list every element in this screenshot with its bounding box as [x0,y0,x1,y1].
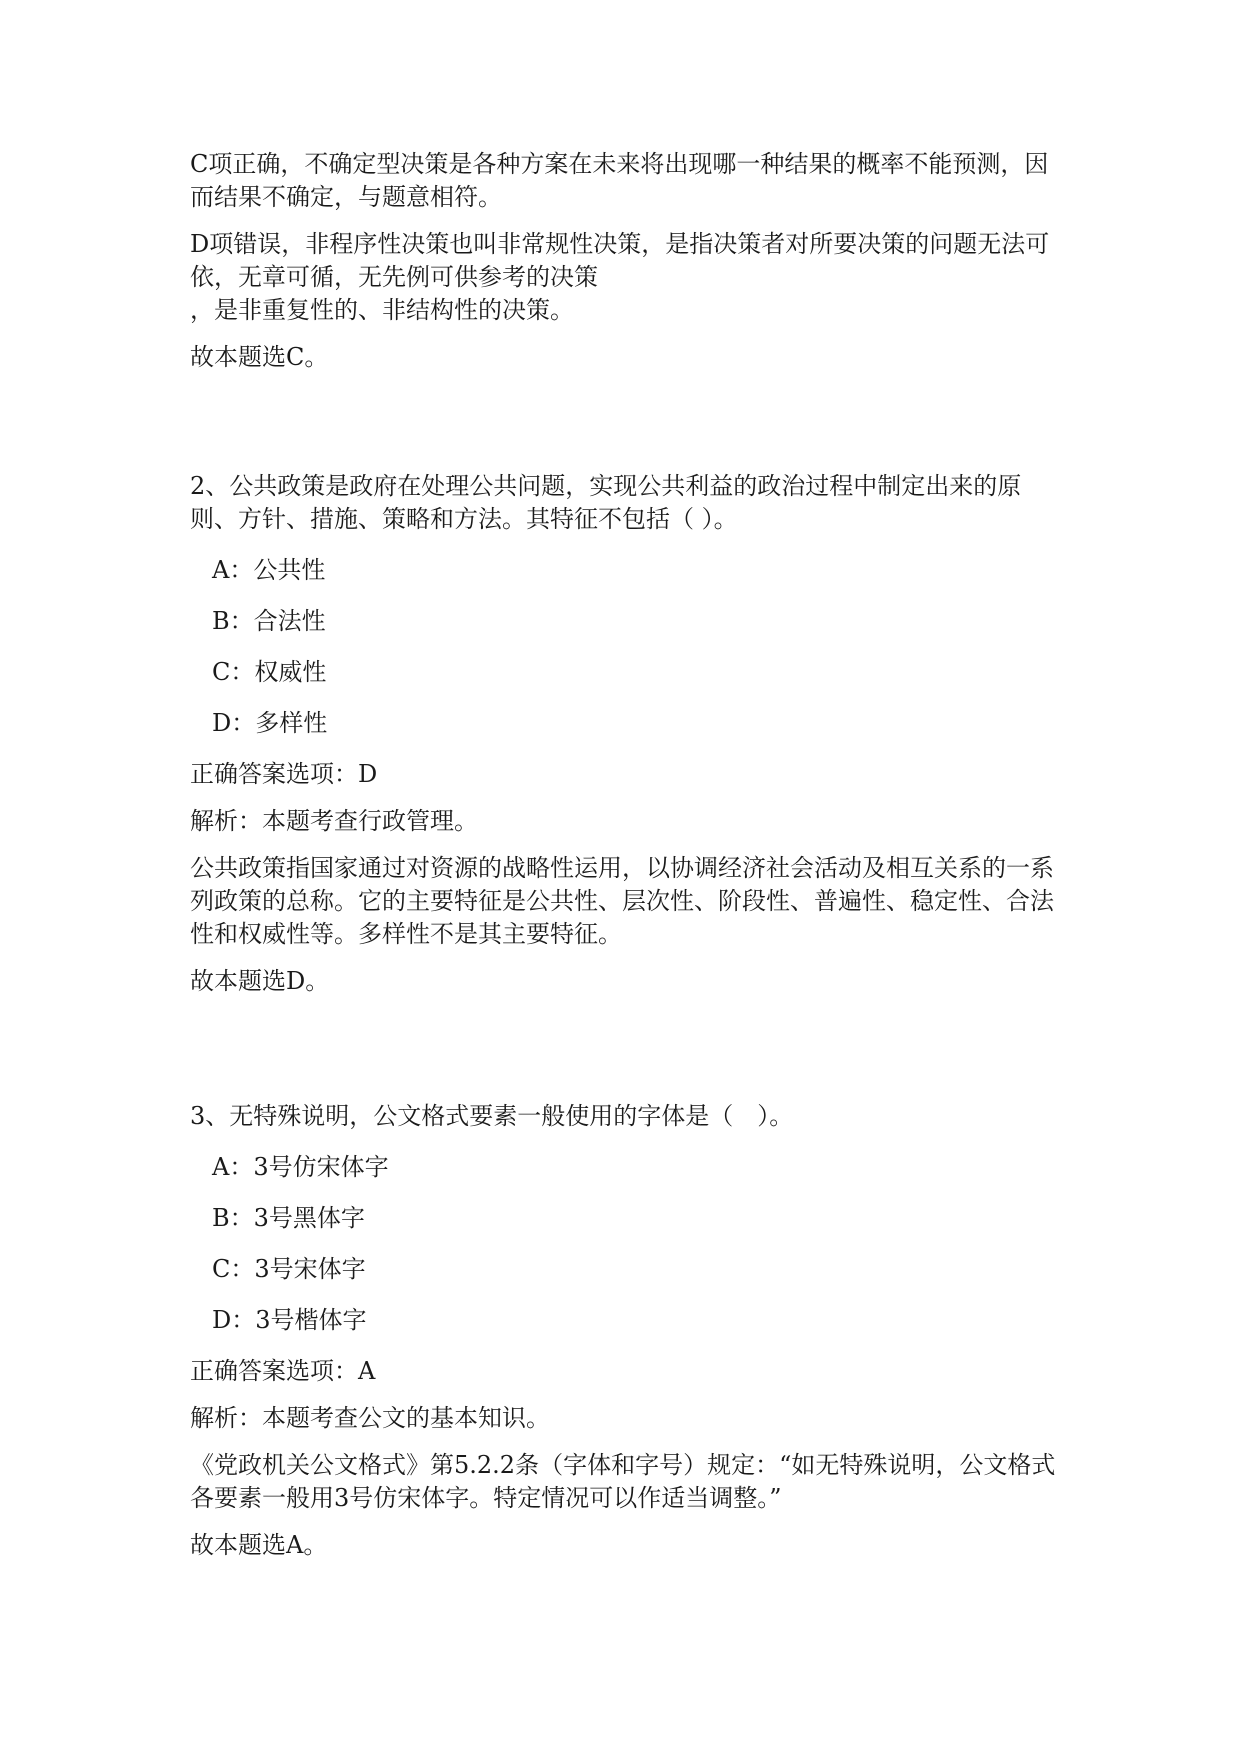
question-2-option-a: A：公共性 [212,556,326,584]
question-3-conclusion: 故本题选A。 [190,1531,328,1559]
question-3-answer: 正确答案选项：A [190,1357,376,1385]
question-2-stem: 2、公共政策是政府在处理公共问题，实现公共利益的政治过程中制定出来的原则、方针、措施、策略和方法。其特征不包括（ ）。 [190,472,1022,533]
question-2-analysis-title: 解析：本题考查行政管理。 [190,807,478,835]
question-3-option-d: D：3号楷体字 [212,1306,367,1334]
previous-conclusion: 故本题选C。 [190,343,329,371]
question-3-stem: 3、无特殊说明，公文格式要素一般使用的字体是（ ）。 [190,1102,794,1130]
question-2 [190,470,1060,998]
question-3-option-b: B：3号黑体字 [212,1204,365,1232]
question-2-analysis: 公共政策指国家通过对资源的战略性运用，以协调经济社会活动及相互关系的一系列政策的总称。它的主要特征是公共性、层次性、阶段性、普遍性、稳定性、合法性和权威性等。多样性不是其主要特征。 [190,854,1054,948]
question-3-option-c: C：3号宋体字 [212,1255,366,1283]
option-d-analysis-line1: D项错误，非程序性决策也叫非常规性决策，是指决策者对所要决策的问题无法可依，无章可循，无先例可供参考的决策 [190,230,1050,291]
question-2-answer: 正确答案选项：D [190,760,378,788]
question-3 [190,1100,1060,1562]
document-page [190,148,1060,1562]
question-2-option-c: C：权威性 [212,658,327,686]
question-2-conclusion: 故本题选D。 [190,967,330,995]
question-3-analysis-title: 解析：本题考查公文的基本知识。 [190,1404,550,1432]
option-d-analysis-line2: ，是非重复性的、非结构性的决策。 [190,296,574,324]
question-3-option-a: A：3号仿宋体字 [212,1153,389,1181]
option-c-analysis: C项正确，不确定型决策是各种方案在未来将出现哪一种结果的概率不能预测，因而结果不确定，与题意相符。 [190,150,1049,211]
question-2-option-b: B：合法性 [212,607,326,635]
question-2-option-d: D：多样性 [212,709,328,737]
question-3-analysis: 《党政机关公文格式》第5.2.2条（字体和字号）规定：“如无特殊说明，公文格式各要素一般用3号仿宋体字。特定情况可以作适当调整。” [190,1451,1056,1512]
